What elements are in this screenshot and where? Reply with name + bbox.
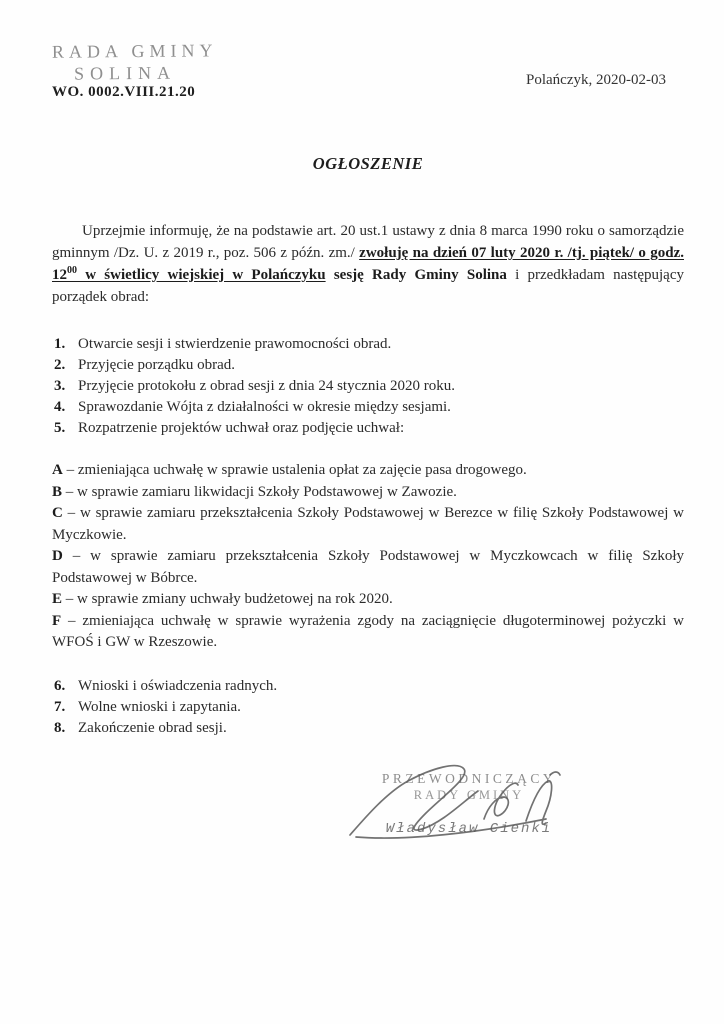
resolution-item bbox=[52, 546, 684, 589]
reference-number: WO. 0002.VIII.21.20 bbox=[52, 84, 196, 100]
resolution-letter: A bbox=[52, 462, 63, 478]
signature-block bbox=[344, 763, 594, 883]
resolution-item bbox=[52, 589, 684, 611]
item-text: Przyjęcie protokołu z obrad sesji z dnia 24 stycznia 2020 roku. bbox=[78, 378, 455, 394]
resolution-text: – w sprawie zamiaru przekształcenia Szkoły Podstawowej w Myczkowcach w filię Szkoły Podstawowej w Bóbrce. bbox=[52, 548, 684, 586]
resolution-text: – w sprawie zmiany uchwały budżetowej na rok 2020. bbox=[62, 591, 393, 607]
resolution-letter: F bbox=[52, 612, 62, 629]
list-item bbox=[52, 418, 684, 439]
dateline: Polańczyk, 2020-02-03 bbox=[526, 72, 666, 88]
signer-role-line1: PRZEWODNICZĄCY bbox=[381, 770, 557, 786]
hour-superscript: 00 bbox=[67, 265, 77, 276]
item-number: 3. bbox=[54, 378, 66, 394]
list-item bbox=[52, 697, 684, 718]
item-text: Zakończenie obrad sesji. bbox=[78, 719, 227, 736]
resolution-text: – w sprawie zamiaru przekształcenia Szkoły Podstawowej w Berezce w filię Szkoły Podstawowej w Myczkowie. bbox=[52, 505, 684, 543]
resolution-letter: B bbox=[52, 483, 63, 500]
list-item bbox=[52, 718, 684, 739]
intro-text-1: Uprzejmie informuję, że na podstawie art. 20 ust.1 ustawy z dnia 8 marca 1990 roku o samorządzie gminnym /Dz. U. z 2019 r., poz. 506 z późn. zm./ bbox=[52, 223, 684, 261]
agenda-list-1 bbox=[52, 334, 684, 439]
item-text: Przyjęcie porządku obrad. bbox=[78, 357, 236, 373]
list-item bbox=[52, 397, 684, 418]
item-number: 4. bbox=[54, 399, 66, 415]
resolution-text: – w sprawie zamiaru likwidacji Szkoły Podstawowej w Zawozie. bbox=[62, 483, 457, 500]
item-number: 1. bbox=[54, 336, 66, 352]
signer-name: Władysław Cienki bbox=[385, 820, 553, 837]
item-text: Wolne wnioski i zapytania. bbox=[78, 698, 241, 715]
agenda-list-2 bbox=[52, 676, 684, 739]
resolution-letter: C bbox=[52, 505, 63, 521]
item-text: Otwarcie sesji i stwierdzenie prawomocności obrad. bbox=[78, 336, 392, 352]
item-number: 5. bbox=[54, 420, 66, 436]
list-item bbox=[52, 355, 684, 376]
convocation-text-1: zwołuję na dzień 07 luty 2020 r. /tj. piątek/ o godz. 12 bbox=[52, 245, 684, 283]
document-header bbox=[52, 38, 684, 130]
resolution-text: – zmieniająca uchwałę w sprawie ustalenia opłat za zajęcie pasa drogowego. bbox=[62, 462, 527, 478]
item-number: 6. bbox=[54, 677, 66, 694]
resolution-item bbox=[52, 482, 684, 504]
resolution-letter: E bbox=[52, 591, 63, 607]
resolution-text: – zmieniająca uchwałę w sprawie wyrażenia zgody na zaciągnięcie długoterminowej pożyczki w WFOŚ i GW w Rzeszowie. bbox=[52, 612, 684, 650]
document-title: OGŁOSZENIE bbox=[312, 154, 424, 173]
list-item bbox=[52, 376, 684, 397]
resolution-item bbox=[52, 460, 684, 482]
resolution-item bbox=[52, 503, 684, 546]
org-stamp-line1: RADA GMINY bbox=[51, 40, 218, 62]
resolution-letter: D bbox=[52, 548, 63, 564]
item-number: 7. bbox=[54, 698, 66, 715]
convocation-text-2: w świetlicy wiejskiej w Polańczyku bbox=[77, 267, 326, 283]
item-text: Wnioski i oświadczenia radnych. bbox=[78, 677, 278, 694]
list-item bbox=[52, 676, 684, 697]
org-stamp-line2: SOLINA bbox=[74, 62, 177, 84]
intro-text-2: i przedkładam następujący porządek obrad: bbox=[52, 267, 684, 305]
item-text: Sprawozdanie Wójta z działalności w okresie między sesjami. bbox=[78, 399, 451, 415]
intro-paragraph bbox=[52, 220, 684, 308]
resolution-item bbox=[52, 611, 684, 654]
item-number: 2. bbox=[54, 357, 66, 373]
session-name: sesję Rady Gminy Solina bbox=[325, 267, 507, 283]
item-number: 8. bbox=[54, 719, 66, 736]
resolutions-list bbox=[52, 460, 684, 654]
list-item bbox=[52, 334, 684, 355]
item-text: Rozpatrzenie projektów uchwał oraz podjęcie uchwał: bbox=[78, 420, 405, 436]
signer-role-line2: RADY GMINY bbox=[413, 787, 525, 802]
